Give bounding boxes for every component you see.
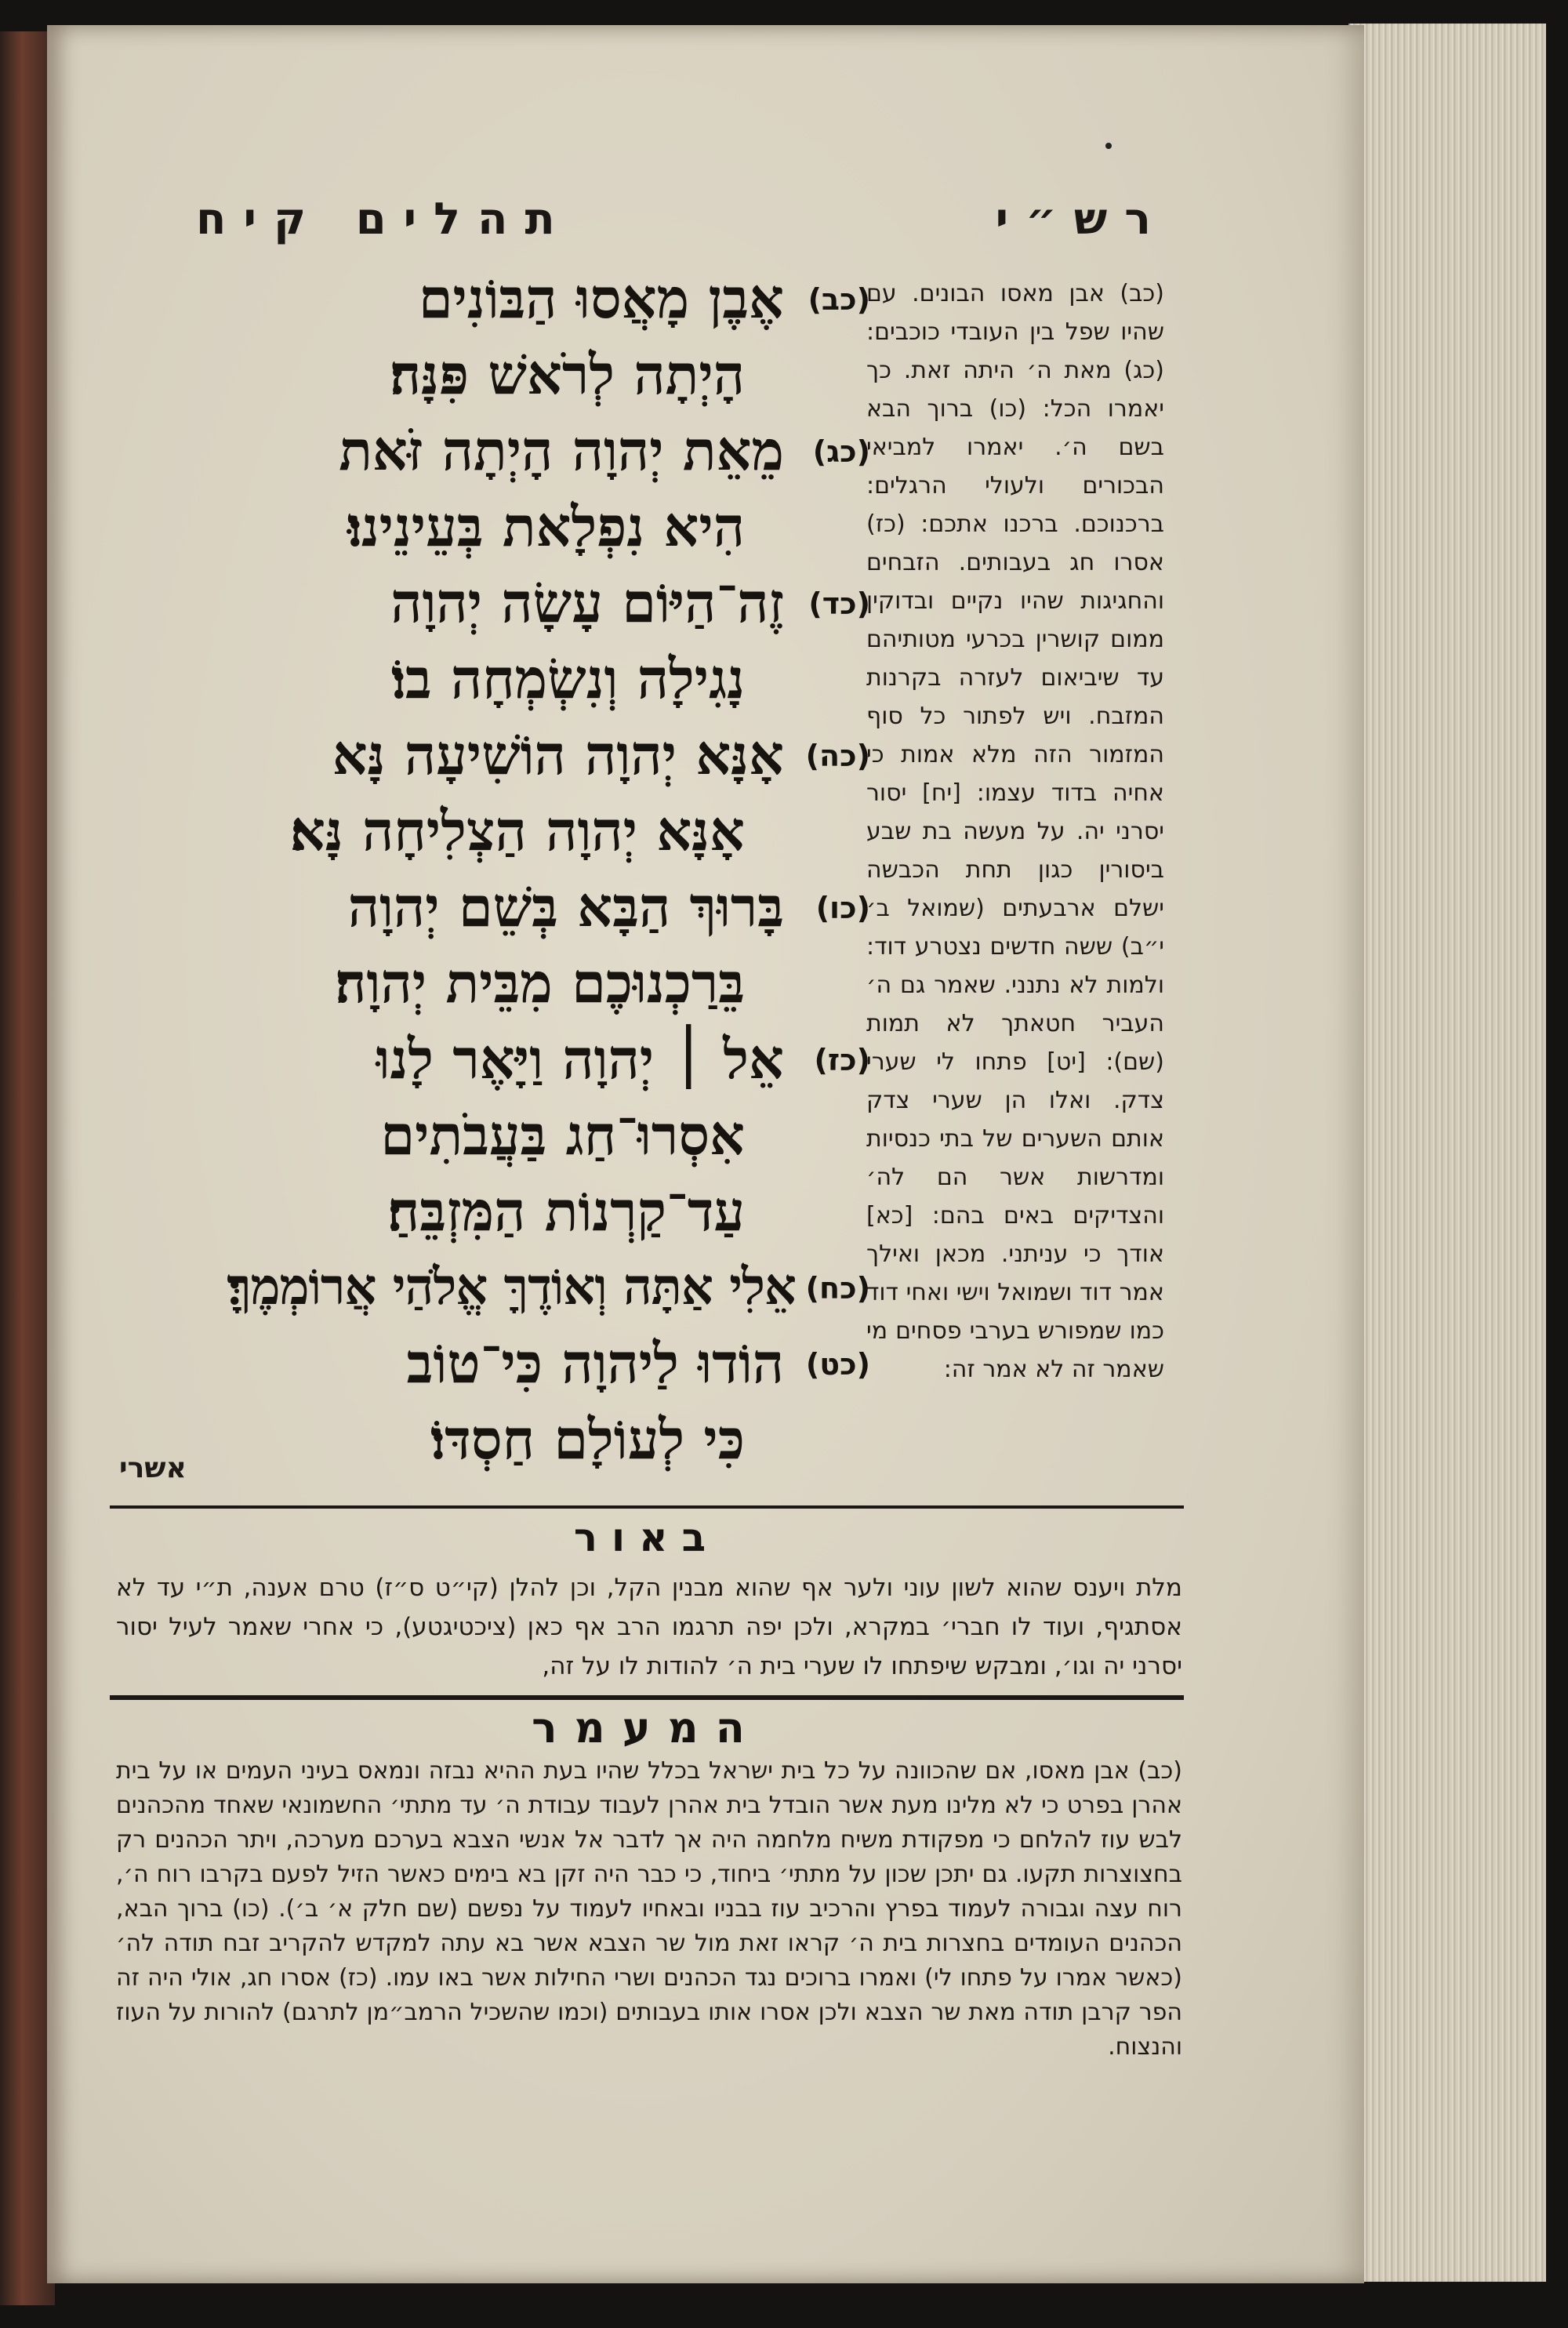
verse-line	[172, 336, 870, 412]
verse-text: אֵלִי אַתָּה וְאוֹדֶךָּ אֱלֹהַי אֲרוֹמְמֶךָּ׃	[227, 1258, 796, 1317]
verse-line	[172, 488, 870, 565]
verse-number: (כח)	[805, 1271, 870, 1306]
verse-text: אִסְרוּ־חַג בַּעֲבֹתִים	[380, 1102, 745, 1168]
verse-line	[172, 717, 870, 793]
ink-dot	[1105, 143, 1112, 149]
verse-text: נָגִילָה וְנִשְׂמְחָה בוֹ׃	[390, 646, 745, 711]
verse-line	[172, 1097, 870, 1173]
verse-text: זֶה־הַיּוֹם עָשָׂה יְהוָה	[390, 570, 784, 635]
catchword: אשרי	[119, 1452, 187, 1484]
verse-number: (כד)	[808, 587, 870, 621]
verse-text: הָיְתָה לְרֹאשׁ פִּנָּה׃	[389, 342, 745, 407]
rashi-commentary: (כב) אבן מאסו הבונים. עם שהיו שפל בין העובדי כוכבים: (כג) מאת ה׳ היתה זאת. כך יאמרו הכל: (כו) ברוך הבא בשם ה׳. יאמרו למביאי הבכורים ולעולי הרגלים: ברכנוכם. ברכנו אתכם: (כז) אסרו חג בעבותים. הזבחים והחגיגות שהיו נקיים ובדוקין ממום קושרין בכרעי מטותיהם עד שיביאום לעזרה בקרנות המזבח. ויש לפתור כל סוף המזמור הזה מלא אמות כי אחיה בדוד עצמו: [יח] יסור יסרני יה. על מעשה בת שבע ביסורין כגון תחת הכבשה ישלם ארבעתים (שמואל ב׳ י״ב) ששה חדשים נצטרע דוד: ולמות לא נתנני. שאמר גם ה׳ העביר חטאתך לא תמות (שם): [יט] פתחו לי שערי צדק. ואלו הן שערי צדק אותם השערים של בתי כנסיות ומדרשות אשר הם לה׳ והצדיקים באים בהם: [כא] אודך כי עניתני. מכאן ואילך אמר דוד ושמואל וישי ואחי דוד כמו שמפורש בערבי פסחים מי שאמר זה לא אמר זה:	[866, 280, 1164, 1383]
divider-rule	[110, 1695, 1184, 1700]
verse-text: כִּי לְעוֹלָם חַסְדּוֹ׃	[430, 1407, 745, 1472]
verse-text: אֶבֶן מָאֲסוּ הַבּוֹנִים	[418, 266, 784, 331]
verse-line	[172, 1401, 870, 1477]
verse-number: (כז)	[814, 1043, 870, 1077]
verse-text: עַד־קַרְנוֹת הַמִּזְבֵּחַ׃	[387, 1179, 745, 1244]
verse-number: (כו)	[815, 891, 870, 925]
verse-line	[172, 641, 870, 717]
page-edges	[1348, 24, 1546, 2282]
verse-line	[172, 869, 870, 945]
verse-text: אָנָּא יְהוָה הַצְלִיחָה נָּא׃	[290, 798, 745, 863]
verse-line	[172, 565, 870, 641]
biur-title: באור	[573, 1515, 720, 1560]
running-head-psalms: תהלים קיח	[196, 194, 572, 245]
verse-text: אָנָּא יְהוָה הוֹשִׁיעָה נָּא	[332, 722, 784, 787]
verse-line	[172, 1173, 870, 1249]
psalm-text	[172, 260, 870, 1477]
verse-number: (כג)	[812, 434, 870, 469]
running-head-rashi: רש״י	[995, 194, 1168, 245]
meamer-title: המעמר	[532, 1703, 762, 1752]
verse-line	[172, 412, 870, 488]
verse-line	[172, 1249, 870, 1325]
verse-line	[172, 945, 870, 1021]
verse-line	[172, 793, 870, 869]
verse-text: הוֹדוּ לַיהוָה כִּי־טוֹב	[406, 1331, 784, 1396]
verse-text: אֵל ׀ יְהוָה וַיָּאֶר לָנוּ	[376, 1026, 784, 1091]
verse-text: מֵאֵת יְהוָה הָיְתָה זֹּאת	[339, 418, 784, 483]
verse-text: בָּרוּךְ הַבָּא בְּשֵׁם יְהוָה	[347, 874, 784, 939]
verse-line	[172, 260, 870, 336]
verse-text: הִיא נִפְלָאת בְּעֵינֵינוּ׃	[347, 494, 745, 559]
verse-text: בֵּרַכְנוּכֶם מִבֵּית יְהוָה׃	[335, 950, 745, 1015]
divider-rule	[110, 1505, 1184, 1509]
verse-line	[172, 1325, 870, 1401]
meamer-text: (כב) אבן מאסו, אם שהכוונה על כל בית ישראל בכלל שהיו בעת ההיא נבזה ונמאס בעיני העמים או על בית אהרן בפרט כי לא מלינו מעת אשר הובדל בית אהרן לעבוד עבודת ה׳ עד מתתי׳ החשמונאי שאחד מהכהנים לבש עוז להלחם כי מפקודת משיח מלחמה היה אך לדבר אל אנשי הצבא בערכם מערכה, ויתר הכהנים רק בחצוצרות תקעו. גם יתכן שכון על מתתי׳ ביחוד, כי כבר היה זקן בא בימים כאשר הזיל לפעם בקרבו רוח ה׳, רוח עצה וגבורה לעמוד בפרץ והרכיב עוז בבניו ובאחיו לעמוד על נפשם (שם חלק א׳ ב׳). (כו) ברוך הבא, הכהנים העומדים בחצרות בית ה׳ קראו זאת מול שר הצבא אשר בא עתה למקדש להקריב זבח תודה לה׳ (כאשר אמרו על פתחו לי) ואמרו ברוכים נגד הכהנים ושרי החילות אשר באו עמו. (כז) אסרו חג, אולי היה זה הפר קרבן תודה מאת שר הצבא ולכן אסרו אותו בעבותים (וכמו שהשכיל הרמב״מן לתרגם) להורות על העוז והנצוח.	[116, 1757, 1182, 2061]
biur-text: מלת ויענס שהוא לשון עוני ולער אף שהוא מבנין הקל, וכן להלן (קי״ט ס״ז) טרם אענה, ת״י עד לא אסתגיף, ועוד לו חברי׳ במקרא, ולכן יפה תרגמו הרב אף כאן (ציכטיגטע), כי אחרי שאמר לעיל יסור יסרני יה וגו׳, ומבקש שיפתחו לו שערי בית ה׳ להודות לו על זה,	[116, 1574, 1182, 1680]
verse-number: (כט)	[805, 1347, 870, 1382]
book-page	[47, 25, 1364, 2283]
verse-line	[172, 1021, 870, 1097]
verse-number: (כה)	[805, 739, 870, 773]
verse-number: (כב)	[808, 282, 870, 317]
